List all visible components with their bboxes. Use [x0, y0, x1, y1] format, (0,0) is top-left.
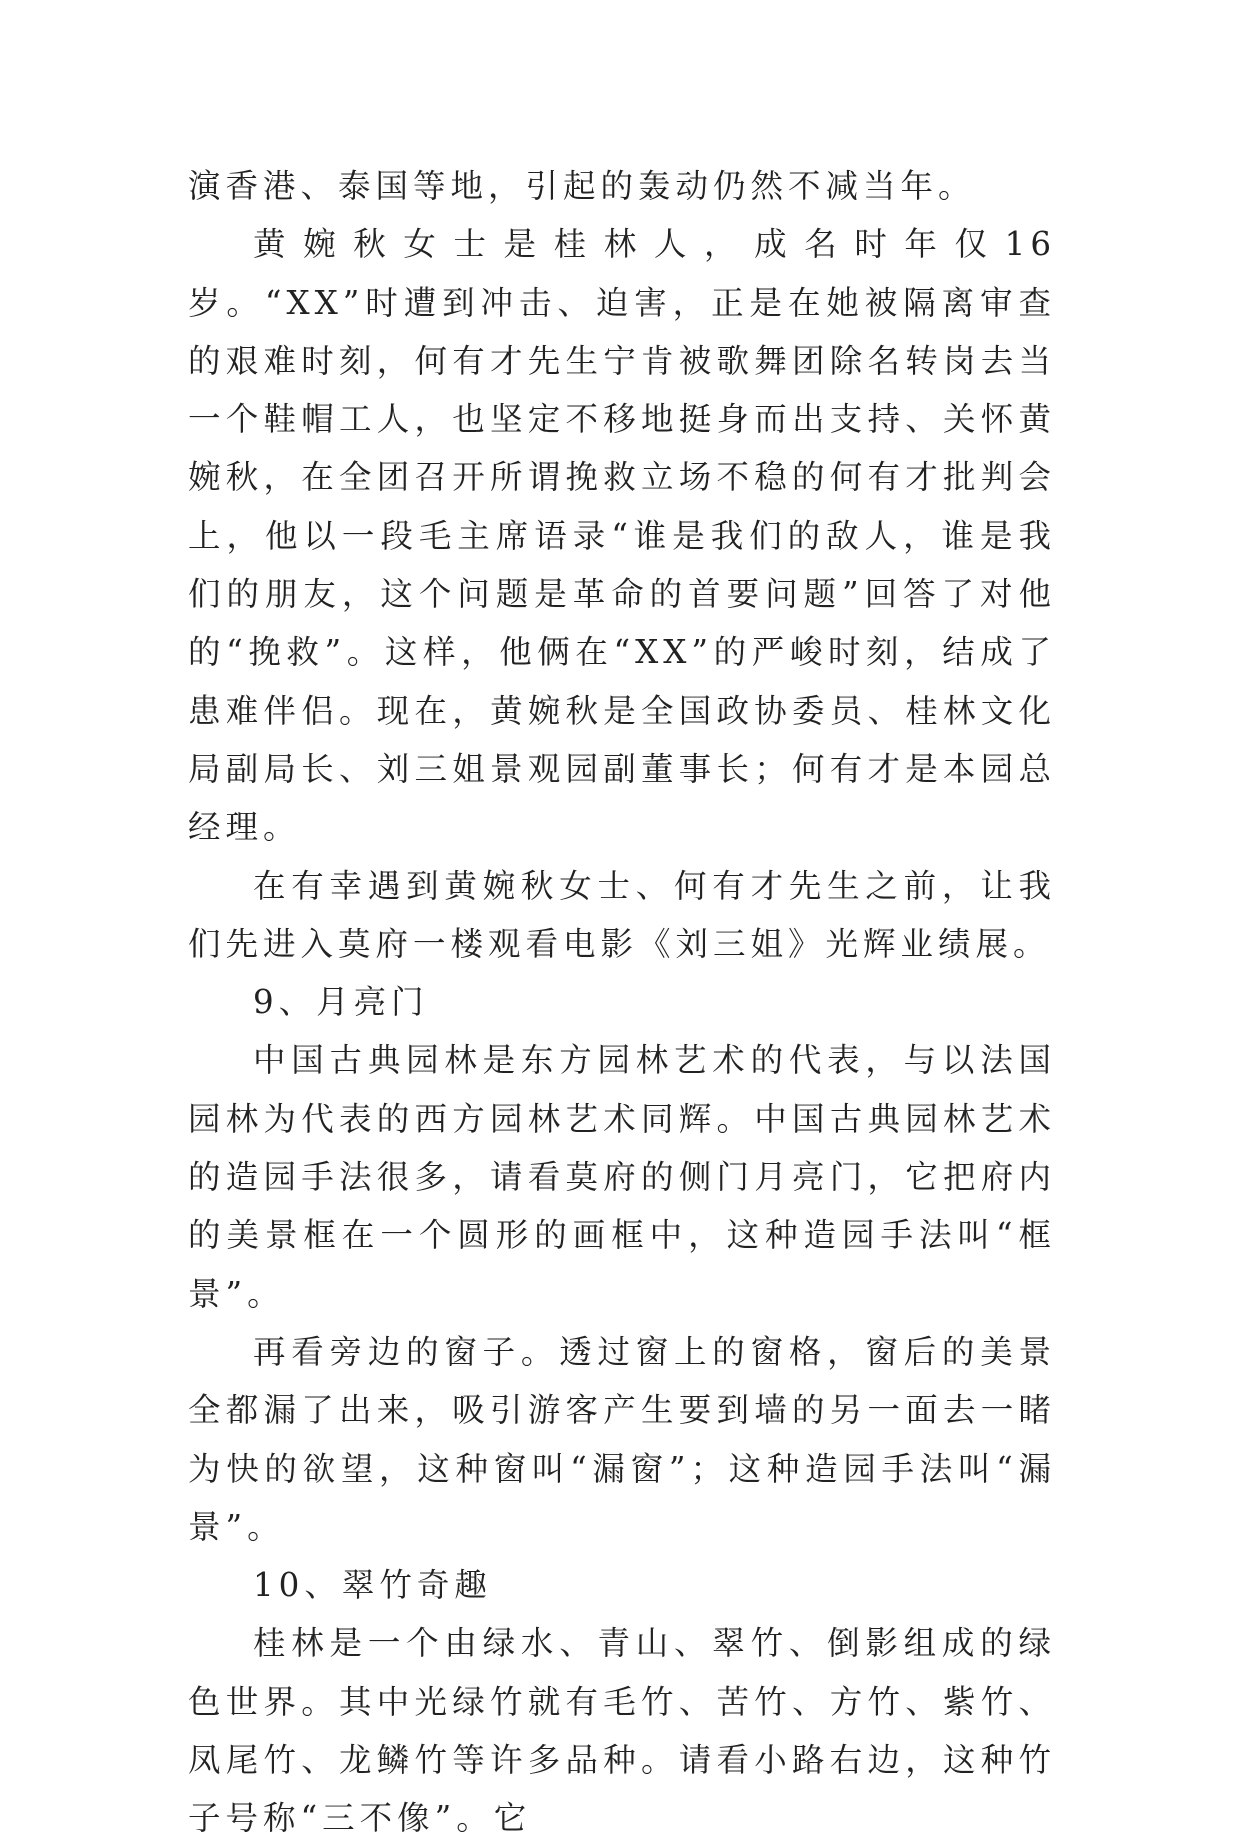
paragraph-framed-scenery: 中国古典园林是东方园林艺术的代表，与以法国园林为代表的西方园林艺术同辉。中国古典园林艺术的造园手法很多，请看莫府的侧门月亮门，它把府内的美景框在一个圆形的画框中，这种造园手法叫“框景”。 — [188, 1041, 1056, 1313]
paragraph-museum-intro: 在有幸遇到黄婉秋女士、何有才先生之前，让我们先进入莫府一楼观看电影《刘三姐》光辉业绩展。 — [188, 866, 1056, 963]
document-page — [188, 157, 1056, 1848]
paragraph-continuation: 演香港、泰国等地，引起的轰动仍然不减当年。 — [188, 167, 976, 205]
paragraph-huang-wanqiu-biography: 黄婉秋女士是桂林人，成名时年仅16岁。“XX”时遭到冲击、迫害，正是在她被隔离审查的艰难时刻，何有才先生宁肯被歌舞团除名转岗去当一个鞋帽工人，也坚定不移地挺身而出支持、关怀黄婉秋，在全团召开所谓挽救立场不稳的何有才批判会上，他以一段毛主席语录“谁是我们的敌人，谁是我们的朋友，这个问题是革命的首要问题”回答了对他的“挽救”。这样，他俩在“XX”的严峻时刻，结成了患难伴侣。现在，黄婉秋是全国政协委员、桂林文化局副局长、刘三姐景观园副董事长；何有才是本园总经理。 — [188, 225, 1056, 847]
section-heading-bamboo: 10、翠竹奇趣 — [253, 1566, 492, 1605]
section-heading-moon-gate: 9、月亮门 — [253, 983, 429, 1022]
paragraph-leaking-scenery: 再看旁边的窗子。透过窗上的窗格，窗后的美景全都漏了出来，吸引游客产生要到墙的另一面去一睹为快的欲望，这种窗叫“漏窗”；这种造园手法叫“漏景”。 — [188, 1332, 1056, 1546]
paragraph-bamboo-varieties: 桂林是一个由绿水、青山、翠竹、倒影组成的绿色世界。其中光绿竹就有毛竹、苦竹、方竹、紫竹、凤尾竹、龙鳞竹等许多品种。请看小路右边，这种竹子号称“三不像”。它 — [188, 1624, 1056, 1838]
